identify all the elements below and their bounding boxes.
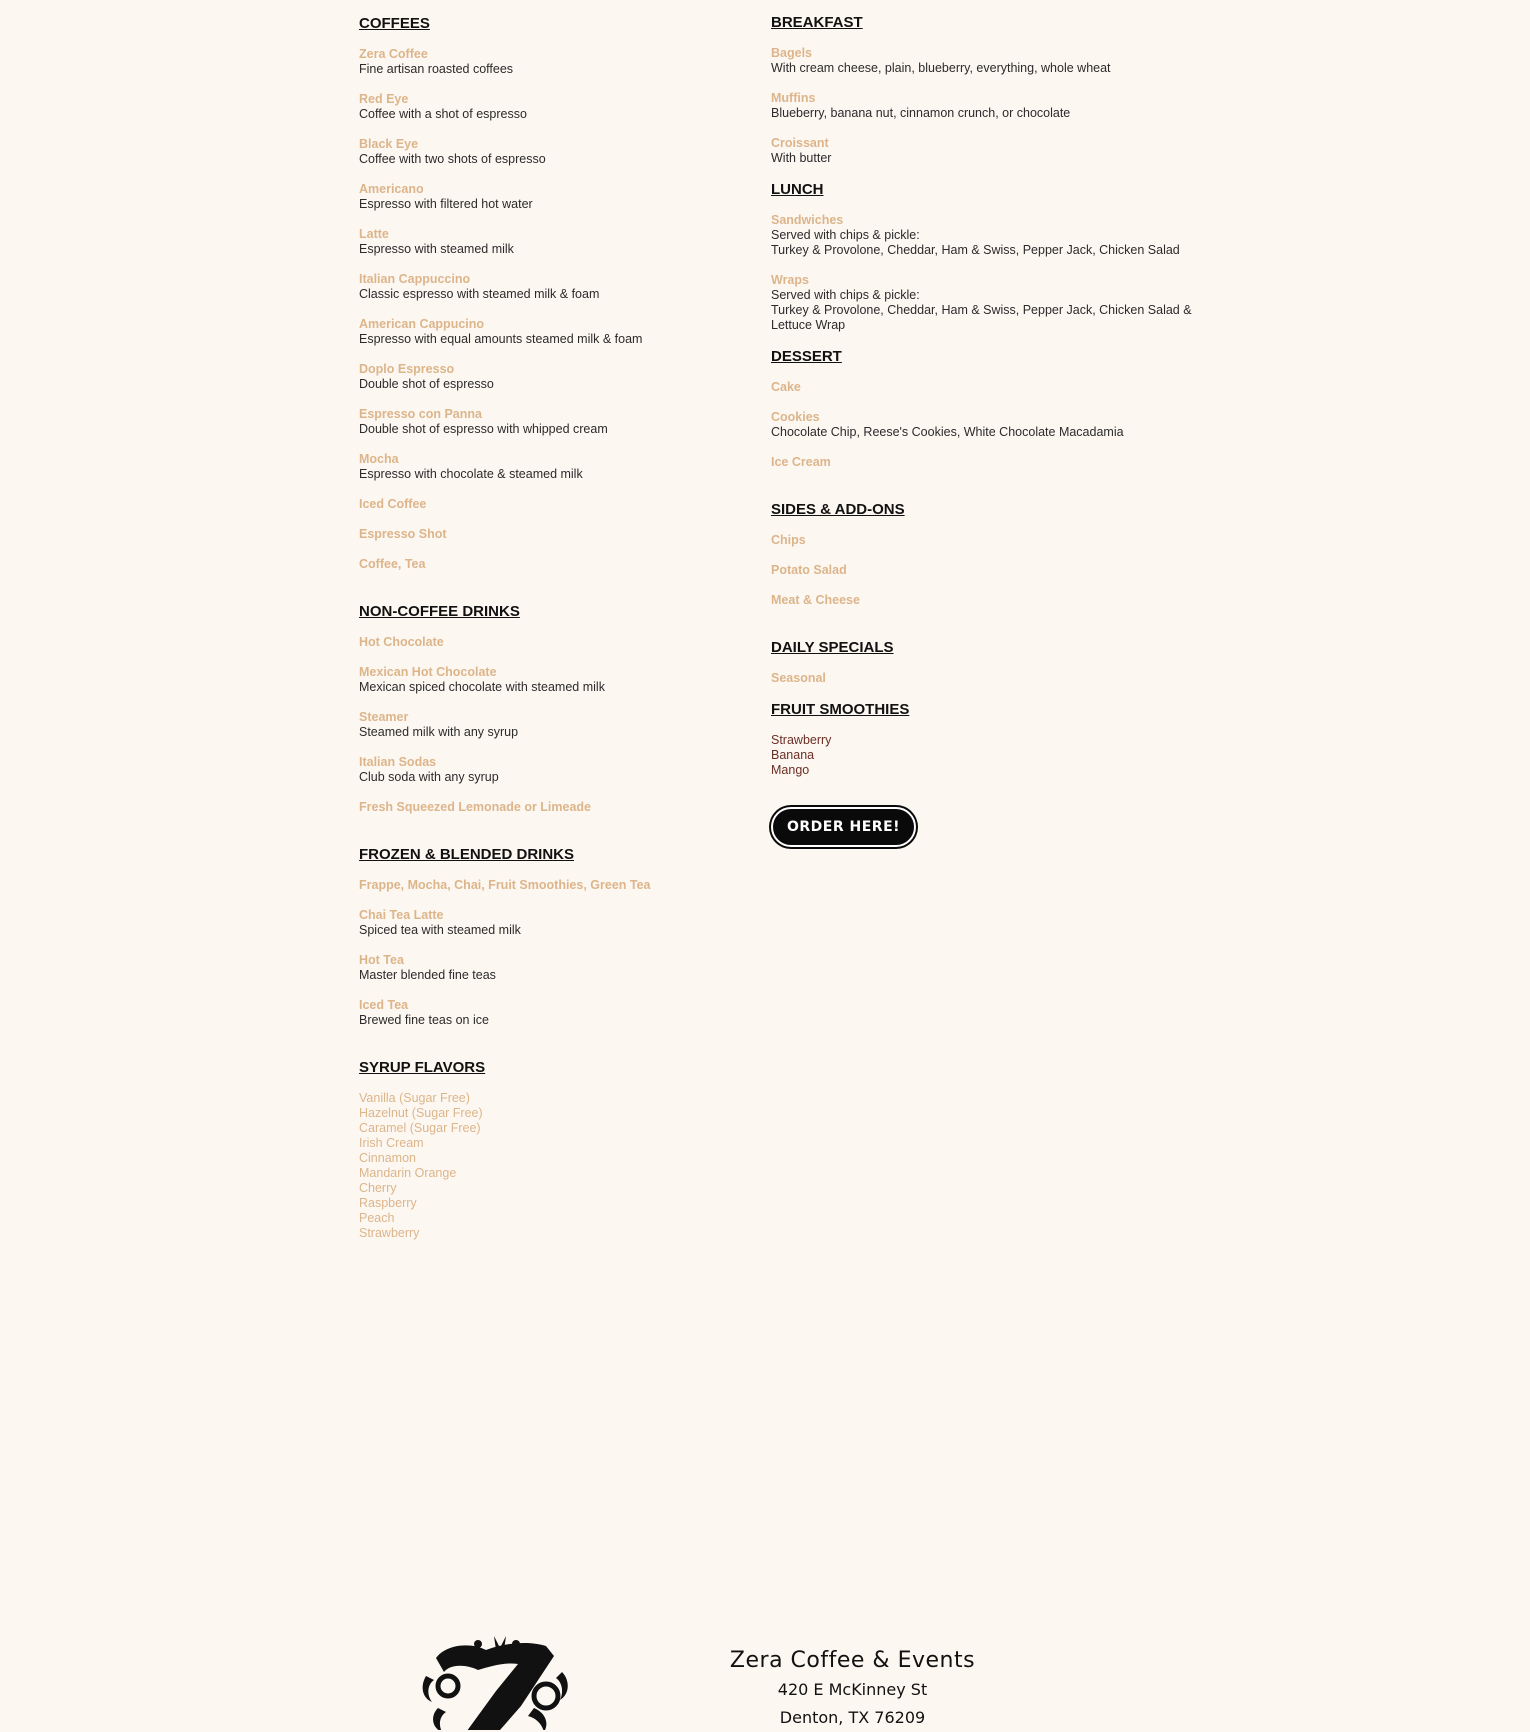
menu-item-description: Master blended fine teas xyxy=(359,968,496,982)
breakfast-list xyxy=(771,46,1211,166)
menu-item-description: Served with chips & pickle: xyxy=(771,228,920,242)
menu-item-name: Wraps xyxy=(771,273,809,287)
menu-item-name: Fresh Squeezed Lemonade or Limeade xyxy=(359,800,592,814)
menu-item-name: Iced Coffee xyxy=(359,497,427,511)
footer-contact xyxy=(680,1646,1025,1732)
syrups-list xyxy=(359,1091,739,1241)
menu-item-name: Espresso con Panna xyxy=(359,407,482,421)
menu-item-description: Spiced tea with steamed milk xyxy=(359,923,521,937)
menu-item-name: Steamer xyxy=(359,710,409,724)
menu-item-description: With butter xyxy=(771,151,832,165)
sides-section xyxy=(771,501,1211,608)
menu-item-name: Italian Sodas xyxy=(359,755,437,769)
dessert-heading: DESSERT xyxy=(771,348,842,365)
menu-item-description: Classic espresso with steamed milk & foam xyxy=(359,287,600,301)
list-item: Caramel (Sugar Free) xyxy=(359,1121,481,1135)
menu-item xyxy=(359,182,739,212)
dessert-section xyxy=(771,348,1211,470)
list-item: Banana xyxy=(771,748,815,762)
menu-item-name: Doplo Espresso xyxy=(359,362,455,376)
list-item: Mandarin Orange xyxy=(359,1166,457,1180)
menu-item xyxy=(359,407,739,437)
menu-item-name: Cookies xyxy=(771,410,820,424)
frozen-section xyxy=(359,846,739,1028)
menu-item-name: Cake xyxy=(771,380,801,394)
right-menu-column xyxy=(771,0,1211,847)
menu-item xyxy=(359,635,739,650)
non-coffee-list xyxy=(359,635,739,815)
menu-item-description: Espresso with equal amounts steamed milk & foam xyxy=(359,332,643,346)
menu-item-name: American Cappucino xyxy=(359,317,485,331)
frozen-list xyxy=(359,878,739,1028)
list-item: Raspberry xyxy=(359,1196,417,1210)
menu-item-name: Meat & Cheese xyxy=(771,593,860,607)
menu-item-name: Bagels xyxy=(771,46,812,60)
non-coffee-section xyxy=(359,603,739,815)
dessert-list xyxy=(771,380,1211,470)
menu-item-description: Coffee with a shot of espresso xyxy=(359,107,527,121)
menu-item xyxy=(359,227,739,257)
list-item: Irish Cream xyxy=(359,1136,424,1150)
menu-item xyxy=(359,137,739,167)
menu-item xyxy=(359,665,739,695)
menu-item-name: Potato Salad xyxy=(771,563,847,577)
menu-item-name: Black Eye xyxy=(359,137,419,151)
menu-item-name: Hot Chocolate xyxy=(359,635,444,649)
menu-item-name: Sandwiches xyxy=(771,213,844,227)
menu-item xyxy=(771,136,1211,166)
menu-item-description: Mexican spiced chocolate with steamed milk xyxy=(359,680,605,694)
specials-section xyxy=(771,639,1211,686)
menu-item-name: Mexican Hot Chocolate xyxy=(359,665,497,679)
smoothies-list xyxy=(771,733,1211,778)
smoothies-section xyxy=(771,701,1211,778)
menu-item xyxy=(359,362,739,392)
menu-item-name: Croissant xyxy=(771,136,829,150)
menu-item xyxy=(359,800,739,815)
menu-item-name: Red Eye xyxy=(359,92,409,106)
menu-item xyxy=(359,272,739,302)
menu-item-name: Italian Cappuccino xyxy=(359,272,471,286)
menu-item-name: Mocha xyxy=(359,452,399,466)
menu-item-name: Hot Tea xyxy=(359,953,404,967)
smoothies-heading: FRUIT SMOOTHIES xyxy=(771,701,910,718)
menu-item-description: Double shot of espresso xyxy=(359,377,494,391)
list-item: Strawberry xyxy=(359,1226,420,1240)
address-line-2: Denton, TX 76209 xyxy=(779,1708,926,1727)
left-menu-column xyxy=(359,0,739,1241)
menu-item-description: Espresso with chocolate & steamed milk xyxy=(359,467,583,481)
menu-item-description: Brewed fine teas on ice xyxy=(359,1013,489,1027)
menu-item xyxy=(771,533,1211,548)
menu-item-description: Espresso with filtered hot water xyxy=(359,197,533,211)
list-item: Cinnamon xyxy=(359,1151,416,1165)
sides-list xyxy=(771,533,1211,608)
menu-item xyxy=(771,593,1211,608)
menu-item-name: Chips xyxy=(771,533,806,547)
menu-item-name: Coffee, Tea xyxy=(359,557,426,571)
menu-item-name: Chai Tea Latte xyxy=(359,908,444,922)
specials-list xyxy=(771,671,1211,686)
list-item: Strawberry xyxy=(771,733,832,747)
menu-item-description: Espresso with steamed milk xyxy=(359,242,514,256)
menu-item-name: Iced Tea xyxy=(359,998,409,1012)
menu-item-name: Latte xyxy=(359,227,389,241)
address-line-1: 420 E McKinney St xyxy=(777,1680,928,1699)
menu-item-description: Steamed milk with any syrup xyxy=(359,725,519,739)
business-name: Zera Coffee & Events xyxy=(729,1648,976,1673)
menu-item-name: Espresso Shot xyxy=(359,527,447,541)
order-here-button[interactable]: ORDER HERE! xyxy=(771,807,916,847)
list-item: Mango xyxy=(771,763,810,777)
menu-item xyxy=(359,92,739,122)
menu-item-description: With cream cheese, plain, blueberry, everything, whole wheat xyxy=(771,61,1111,75)
menu-item xyxy=(771,671,1211,686)
frozen-heading: FROZEN & BLENDED DRINKS xyxy=(359,846,575,863)
menu-item-options: Turkey & Provolone, Cheddar, Ham & Swiss, Pepper Jack, Chicken Salad xyxy=(771,243,1180,257)
non-coffee-heading: NON-COFFEE DRINKS xyxy=(359,603,520,620)
menu-item-name: Frappe, Mocha, Chai, Fruit Smoothies, Green Tea xyxy=(359,878,651,892)
menu-item-description: Club soda with any syrup xyxy=(359,770,499,784)
menu-item-description: Served with chips & pickle: xyxy=(771,288,920,302)
menu-item-options: Turkey & Provolone, Cheddar, Ham & Swiss, Pepper Jack, Chicken Salad & Lettuce Wrap xyxy=(771,303,1192,332)
coffees-section xyxy=(359,15,739,572)
menu-item-description: Blueberry, banana nut, cinnamon crunch, or chocolate xyxy=(771,106,1071,120)
list-item: Vanilla (Sugar Free) xyxy=(359,1091,470,1105)
menu-item-description: Fine artisan roasted coffees xyxy=(359,62,514,76)
lunch-heading: LUNCH xyxy=(771,181,824,198)
menu-item xyxy=(359,710,739,740)
menu-item xyxy=(359,452,739,482)
syrups-section xyxy=(359,1059,739,1241)
menu-item xyxy=(771,213,1211,258)
lunch-section xyxy=(771,181,1211,333)
menu-item xyxy=(359,755,739,785)
menu-item xyxy=(771,380,1211,395)
menu-item-name: Americano xyxy=(359,182,424,196)
menu-item xyxy=(359,497,739,512)
menu-item xyxy=(359,998,739,1028)
menu-item xyxy=(359,908,739,938)
list-item: Hazelnut (Sugar Free) xyxy=(359,1106,483,1120)
menu-item xyxy=(771,273,1211,333)
menu-item-name: Muffins xyxy=(771,91,816,105)
menu-item-description: Double shot of espresso with whipped cream xyxy=(359,422,608,436)
sides-heading: SIDES & ADD-ONS xyxy=(771,501,905,518)
menu-item-name: Zera Coffee xyxy=(359,47,428,61)
menu-item-name: Seasonal xyxy=(771,671,826,685)
syrups-heading: SYRUP FLAVORS xyxy=(359,1059,486,1076)
menu-item xyxy=(359,47,739,77)
order-button-wrap xyxy=(771,807,1211,847)
menu-item-description: Chocolate Chip, Reese's Cookies, White Chocolate Macadamia xyxy=(771,425,1124,439)
menu-item xyxy=(771,455,1211,470)
list-item: Cherry xyxy=(359,1181,397,1195)
menu-item xyxy=(359,317,739,347)
zera-z-monogram-icon xyxy=(416,1636,574,1730)
lunch-list xyxy=(771,213,1211,333)
coffees-list xyxy=(359,47,739,572)
menu-item xyxy=(359,557,739,572)
menu-item-description: Coffee with two shots of espresso xyxy=(359,152,546,166)
menu-item xyxy=(359,527,739,542)
breakfast-section xyxy=(771,14,1211,166)
menu-item xyxy=(359,878,739,893)
menu-item xyxy=(771,91,1211,121)
menu-item xyxy=(359,953,739,983)
menu-item xyxy=(771,410,1211,440)
menu-item xyxy=(771,563,1211,578)
list-item: Peach xyxy=(359,1211,395,1225)
menu-item-name: Ice Cream xyxy=(771,455,831,469)
breakfast-heading: BREAKFAST xyxy=(771,14,863,31)
menu-item xyxy=(771,46,1211,76)
specials-heading: DAILY SPECIALS xyxy=(771,639,894,656)
coffees-heading: COFFEES xyxy=(359,15,430,32)
